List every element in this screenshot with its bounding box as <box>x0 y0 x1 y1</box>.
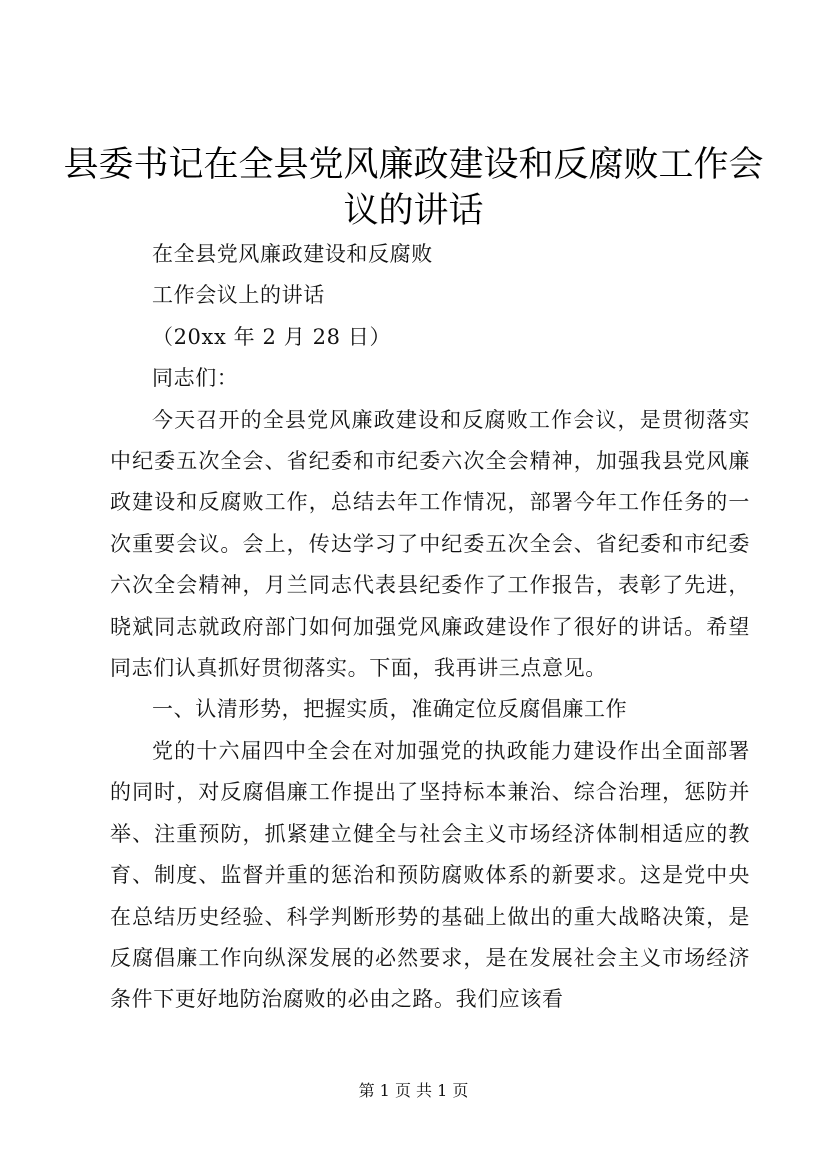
subtitle-line-1: 在全县党风廉政建设和反腐败 <box>152 242 433 266</box>
salutation: 同志们： <box>152 366 239 391</box>
subtitle-line-2: 工作会议上的讲话 <box>152 283 325 308</box>
section-heading-1: 一、认清形势，把握实质，准确定位反腐倡廉工作 <box>152 697 628 722</box>
speech-date: （20xx 年 2 月 28 日） <box>152 324 392 349</box>
paragraph-2: 党的十六届四中全会在对加强党的执政能力建设作出全面部署的同时，对反腐倡廉工作提出了坚持标本兼治、综合治理，惩防并举、注重预防，抓紧建立健全与社会主义市场经济体制相适应的教育、制度、监督并重的惩治和预防腐败体系的新要求。这是党中央在总结历史经验、科学判断形势的基础上做出的重大战略决策，是反腐倡廉工作向纵深发展的必然要求，是在发展社会主义市场经济条件下更好地防治腐败的必由之路。我们应该看 <box>110 738 750 1012</box>
paragraph-1: 今天召开的全县党风廉政建设和反腐败工作会议，是贯彻落实中纪委五次全会、省纪委和市纪委六次全会精神，加强我县党风廉政建设和反腐败工作，总结去年工作情况，部署今年工作任务的一次重要会议。会上，传达学习了中纪委五次全会、省纪委和市纪委六次全会精神，月兰同志代表县纪委作了工作报告，表彰了先进，晓斌同志就政府部门如何加强党风廉政建设作了很好的讲话。希望同志们认真抓好贯彻落实。下面，我再讲三点意见。 <box>110 407 750 681</box>
document-title: 县委书记在全县党风廉政建设和反腐败工作会议的讲话 <box>63 145 764 231</box>
document-body <box>110 234 750 1021</box>
page-footer: 第 1 页 共 1 页 <box>358 1081 469 1100</box>
